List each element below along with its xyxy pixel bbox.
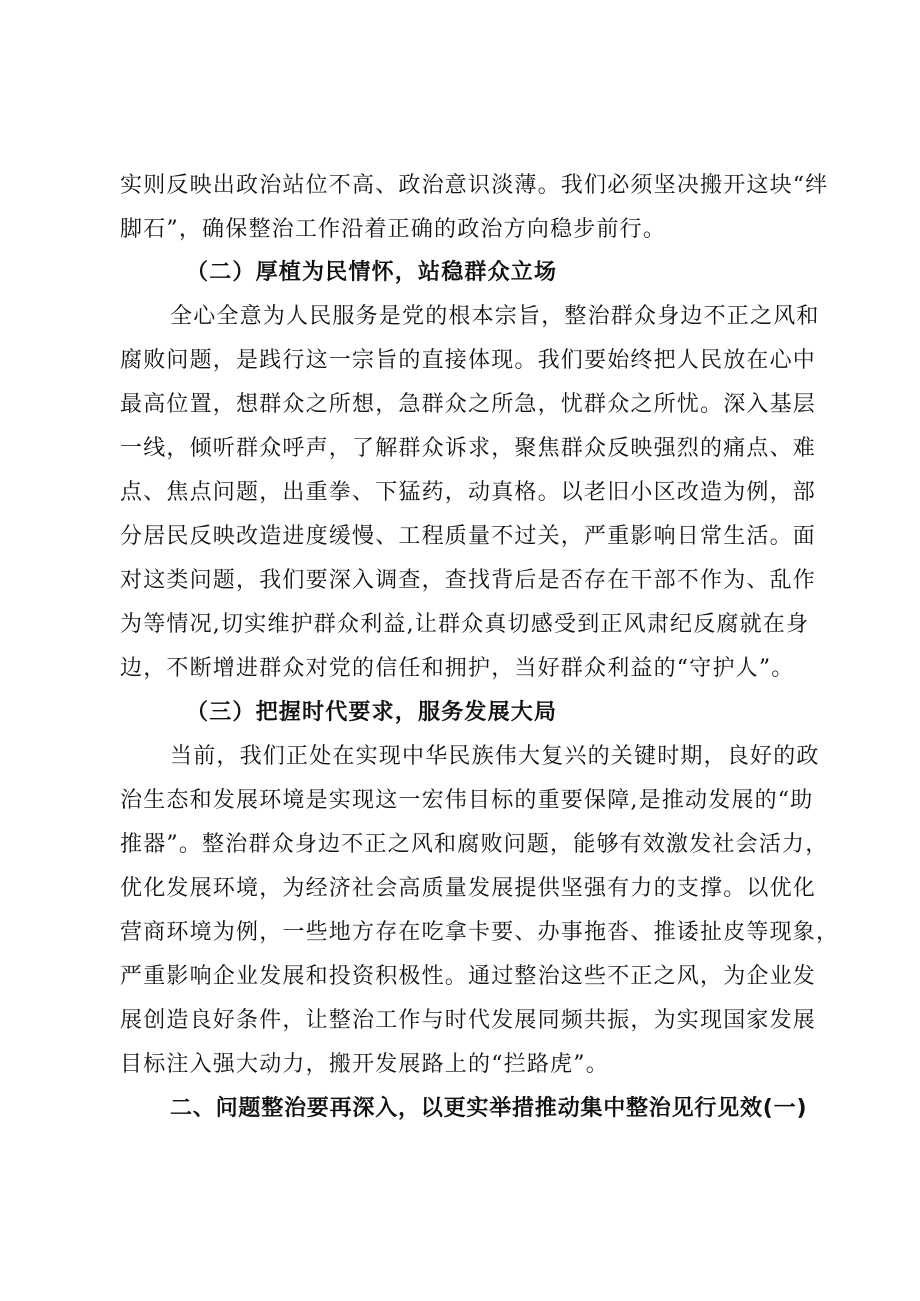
paragraph-line: 脚石”，确保整治工作沿着正确的政治方向稳步前行。	[120, 217, 667, 242]
paragraph-line: 一线，倾听群众呼声，了解群众诉求，聚焦群众反映强烈的痛点、难	[120, 436, 817, 461]
paragraph-line: 优化发展环境，为经济社会高质量发展提供坚强有力的支撑。以优化	[120, 876, 817, 901]
paragraph-line: 对这类问题，我们要深入调查，查找背后是否存在干部不作为、乱作	[120, 568, 817, 593]
paragraph-line: 实则反映出政治站位不高、政治意识淡薄。我们必须坚决搬开这块“绊	[120, 173, 829, 198]
paragraph-line: 治生态和发展环境是实现这一宏伟目标的重要保障,是推动发展的“助	[120, 788, 814, 813]
paragraph-line: 营商环境为例，一些地方存在吃拿卡要、办事拖沓、推诿扯皮等现象，	[120, 920, 840, 945]
chapter-heading: 二、问题整治要再深入，以更实举措推动集中整治见行见效(一)	[170, 1096, 808, 1121]
paragraph-line: 当前，我们正处在实现中华民族伟大复兴的关键时期，良好的政	[170, 744, 820, 769]
paragraph-line: 边，不断增进群众对党的信任和拥护，当好群众利益的“守护人”。	[120, 656, 795, 681]
paragraph-line: 腐败问题，是践行这一宗旨的直接体现。我们要始终把人民放在心中	[120, 348, 817, 373]
paragraph-line: 目标注入强大动力，搬开发展路上的“拦路虎”。	[120, 1052, 609, 1077]
paragraph-line: 展创造良好条件，让整治工作与时代发展同频共振，为实现国家发展	[120, 1008, 817, 1033]
paragraph-line: 为等情况,切实维护群众利益,让群众真切感受到正风肃纪反腐就在身	[120, 612, 810, 637]
section-heading: （三）把握时代要求，服务发展大局	[186, 700, 558, 725]
paragraph-line: 分居民反映改造进度缓慢、工程质量不过关，严重影响日常生活。面	[120, 524, 817, 549]
paragraph-line: 全心全意为人民服务是党的根本宗旨，整治群众身边不正之风和	[170, 304, 820, 329]
paragraph-line: 推器”。整治群众身边不正之风和腐败问题，能够有效激发社会活力，	[120, 832, 829, 857]
paragraph-line: 最高位置，想群众之所想，急群众之所急，忧群众之所忧。深入基层	[120, 392, 817, 417]
paragraph-line: 严重影响企业发展和投资积极性。通过整治这些不正之风，为企业发	[120, 964, 817, 989]
paragraph-line: 点、焦点问题，出重拳、下猛药，动真格。以老旧小区改造为例，部	[120, 480, 817, 505]
section-heading: （二）厚植为民情怀，站稳群众立场	[186, 260, 558, 285]
